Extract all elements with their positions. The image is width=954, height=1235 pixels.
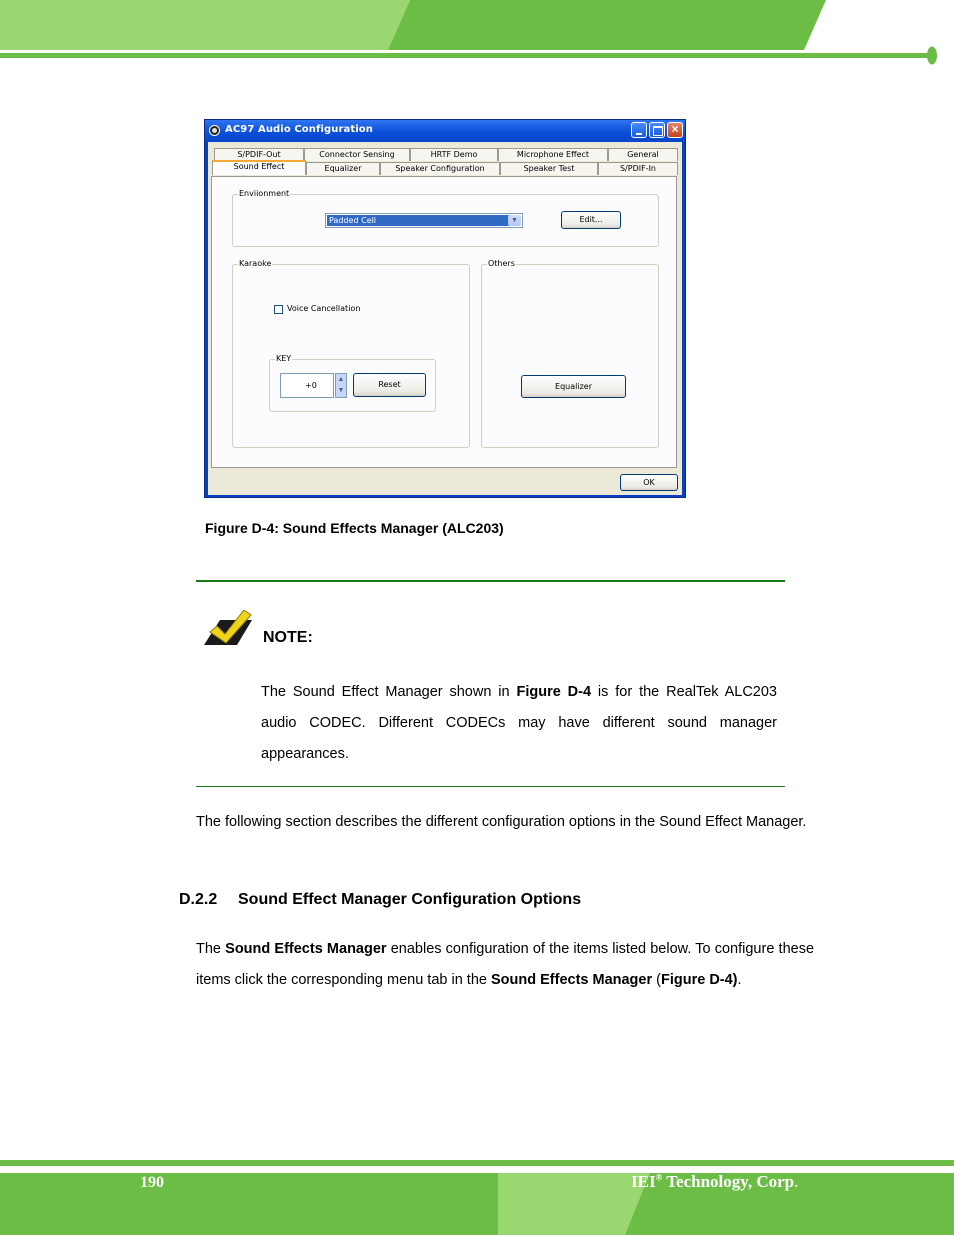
intro-paragraph: The following section describes the different configuration options in the Sound Effect Manager.	[196, 814, 807, 830]
spin-down-icon[interactable]: ▼	[337, 387, 345, 394]
others-group	[481, 259, 659, 448]
note-text-part: is for the RealTek ALC203 audio CODEC. Different CODECs may have different sound manager appearances.	[261, 684, 777, 762]
others-label: Others	[488, 259, 515, 268]
environment-label: Enviionment	[239, 189, 290, 198]
body-text: The	[196, 941, 226, 957]
tab-sound-effect[interactable]: Sound Effect	[212, 160, 306, 175]
body-text: (	[652, 972, 661, 988]
key-group	[269, 354, 436, 412]
audio-app-icon	[209, 125, 220, 136]
key-value: +0	[305, 381, 317, 390]
section-number: D.2.2	[179, 891, 218, 908]
voice-cancellation-checkbox[interactable]	[274, 305, 283, 314]
page-number: 190	[140, 1174, 164, 1191]
company-rest: Technology, Corp	[662, 1172, 795, 1191]
minimize-icon[interactable]	[631, 122, 647, 138]
close-icon[interactable]: ×	[667, 122, 683, 138]
environment-select[interactable]	[325, 213, 523, 228]
reset-button[interactable]: Reset	[353, 373, 426, 397]
key-spinner[interactable]	[335, 373, 347, 398]
dialog-titlebar	[205, 120, 685, 142]
tab-speaker-configuration[interactable]: Speaker Configuration	[380, 162, 500, 175]
registered-mark: ®	[655, 1172, 663, 1183]
dialog-body	[208, 142, 682, 495]
note-text	[261, 677, 777, 770]
edit-button[interactable]: Edit...	[561, 211, 621, 229]
tab-speaker-test[interactable]: Speaker Test	[500, 162, 598, 175]
sound-effect-panel	[211, 176, 677, 468]
checkmark-icon	[204, 610, 254, 646]
tab-hrtf-demo[interactable]: HRTF Demo	[410, 148, 498, 161]
note-label: NOTE:	[263, 629, 313, 646]
voice-cancellation-label: Voice Cancellation	[287, 304, 361, 313]
body-bold: Sound Effects Manager	[490, 972, 653, 988]
karaoke-label: Karaoke	[239, 259, 272, 268]
environment-selected-value: Padded Cell	[327, 215, 509, 226]
figure-reference: Figure D-4)	[660, 972, 738, 988]
note-text-part: The Sound Effect Manager shown in	[261, 684, 517, 700]
dialog-title: AC97 Audio Configuration	[225, 124, 373, 135]
company-period: .	[794, 1172, 799, 1191]
note-top-rule	[196, 580, 785, 582]
ok-button[interactable]: OK	[620, 474, 678, 491]
key-value-field[interactable]	[280, 373, 334, 398]
company-brand: IEI	[631, 1172, 656, 1191]
note-bottom-rule	[196, 786, 785, 787]
tab-connector-sensing[interactable]: Connector Sensing	[304, 148, 410, 161]
chevron-down-icon[interactable]: ▼	[508, 215, 521, 226]
equalizer-button[interactable]: Equalizer	[521, 375, 626, 398]
tab-spdif-out[interactable]: S/PDIF-Out	[214, 148, 304, 161]
section-heading	[179, 891, 581, 909]
tab-spdif-in[interactable]: S/PDIF-In	[598, 162, 678, 175]
body-paragraph	[196, 934, 814, 996]
karaoke-group	[232, 259, 470, 448]
figure-caption: Figure D-4: Sound Effects Manager (ALC203)	[205, 520, 504, 536]
sound-effects-dialog	[204, 119, 686, 498]
maximize-icon[interactable]	[649, 122, 665, 138]
body-text: enables configuration of the items listed below. To configure these items click the corresponding menu tab in the	[196, 941, 815, 988]
spin-up-icon[interactable]: ▲	[337, 376, 345, 383]
tab-general[interactable]: General	[608, 148, 678, 161]
figure-reference: Figure D-4	[516, 684, 592, 700]
body-text: .	[737, 972, 742, 988]
tab-equalizer[interactable]: Equalizer	[306, 162, 380, 175]
tab-microphone-effect[interactable]: Microphone Effect	[498, 148, 608, 161]
company-name	[631, 1172, 798, 1192]
section-title: Sound Effect Manager Configuration Options	[238, 891, 582, 908]
header-band	[0, 0, 954, 70]
body-bold: Sound Effects Manager	[225, 941, 387, 957]
key-label: KEY	[276, 354, 292, 363]
footer-band	[0, 1160, 954, 1235]
environment-group	[232, 189, 659, 247]
